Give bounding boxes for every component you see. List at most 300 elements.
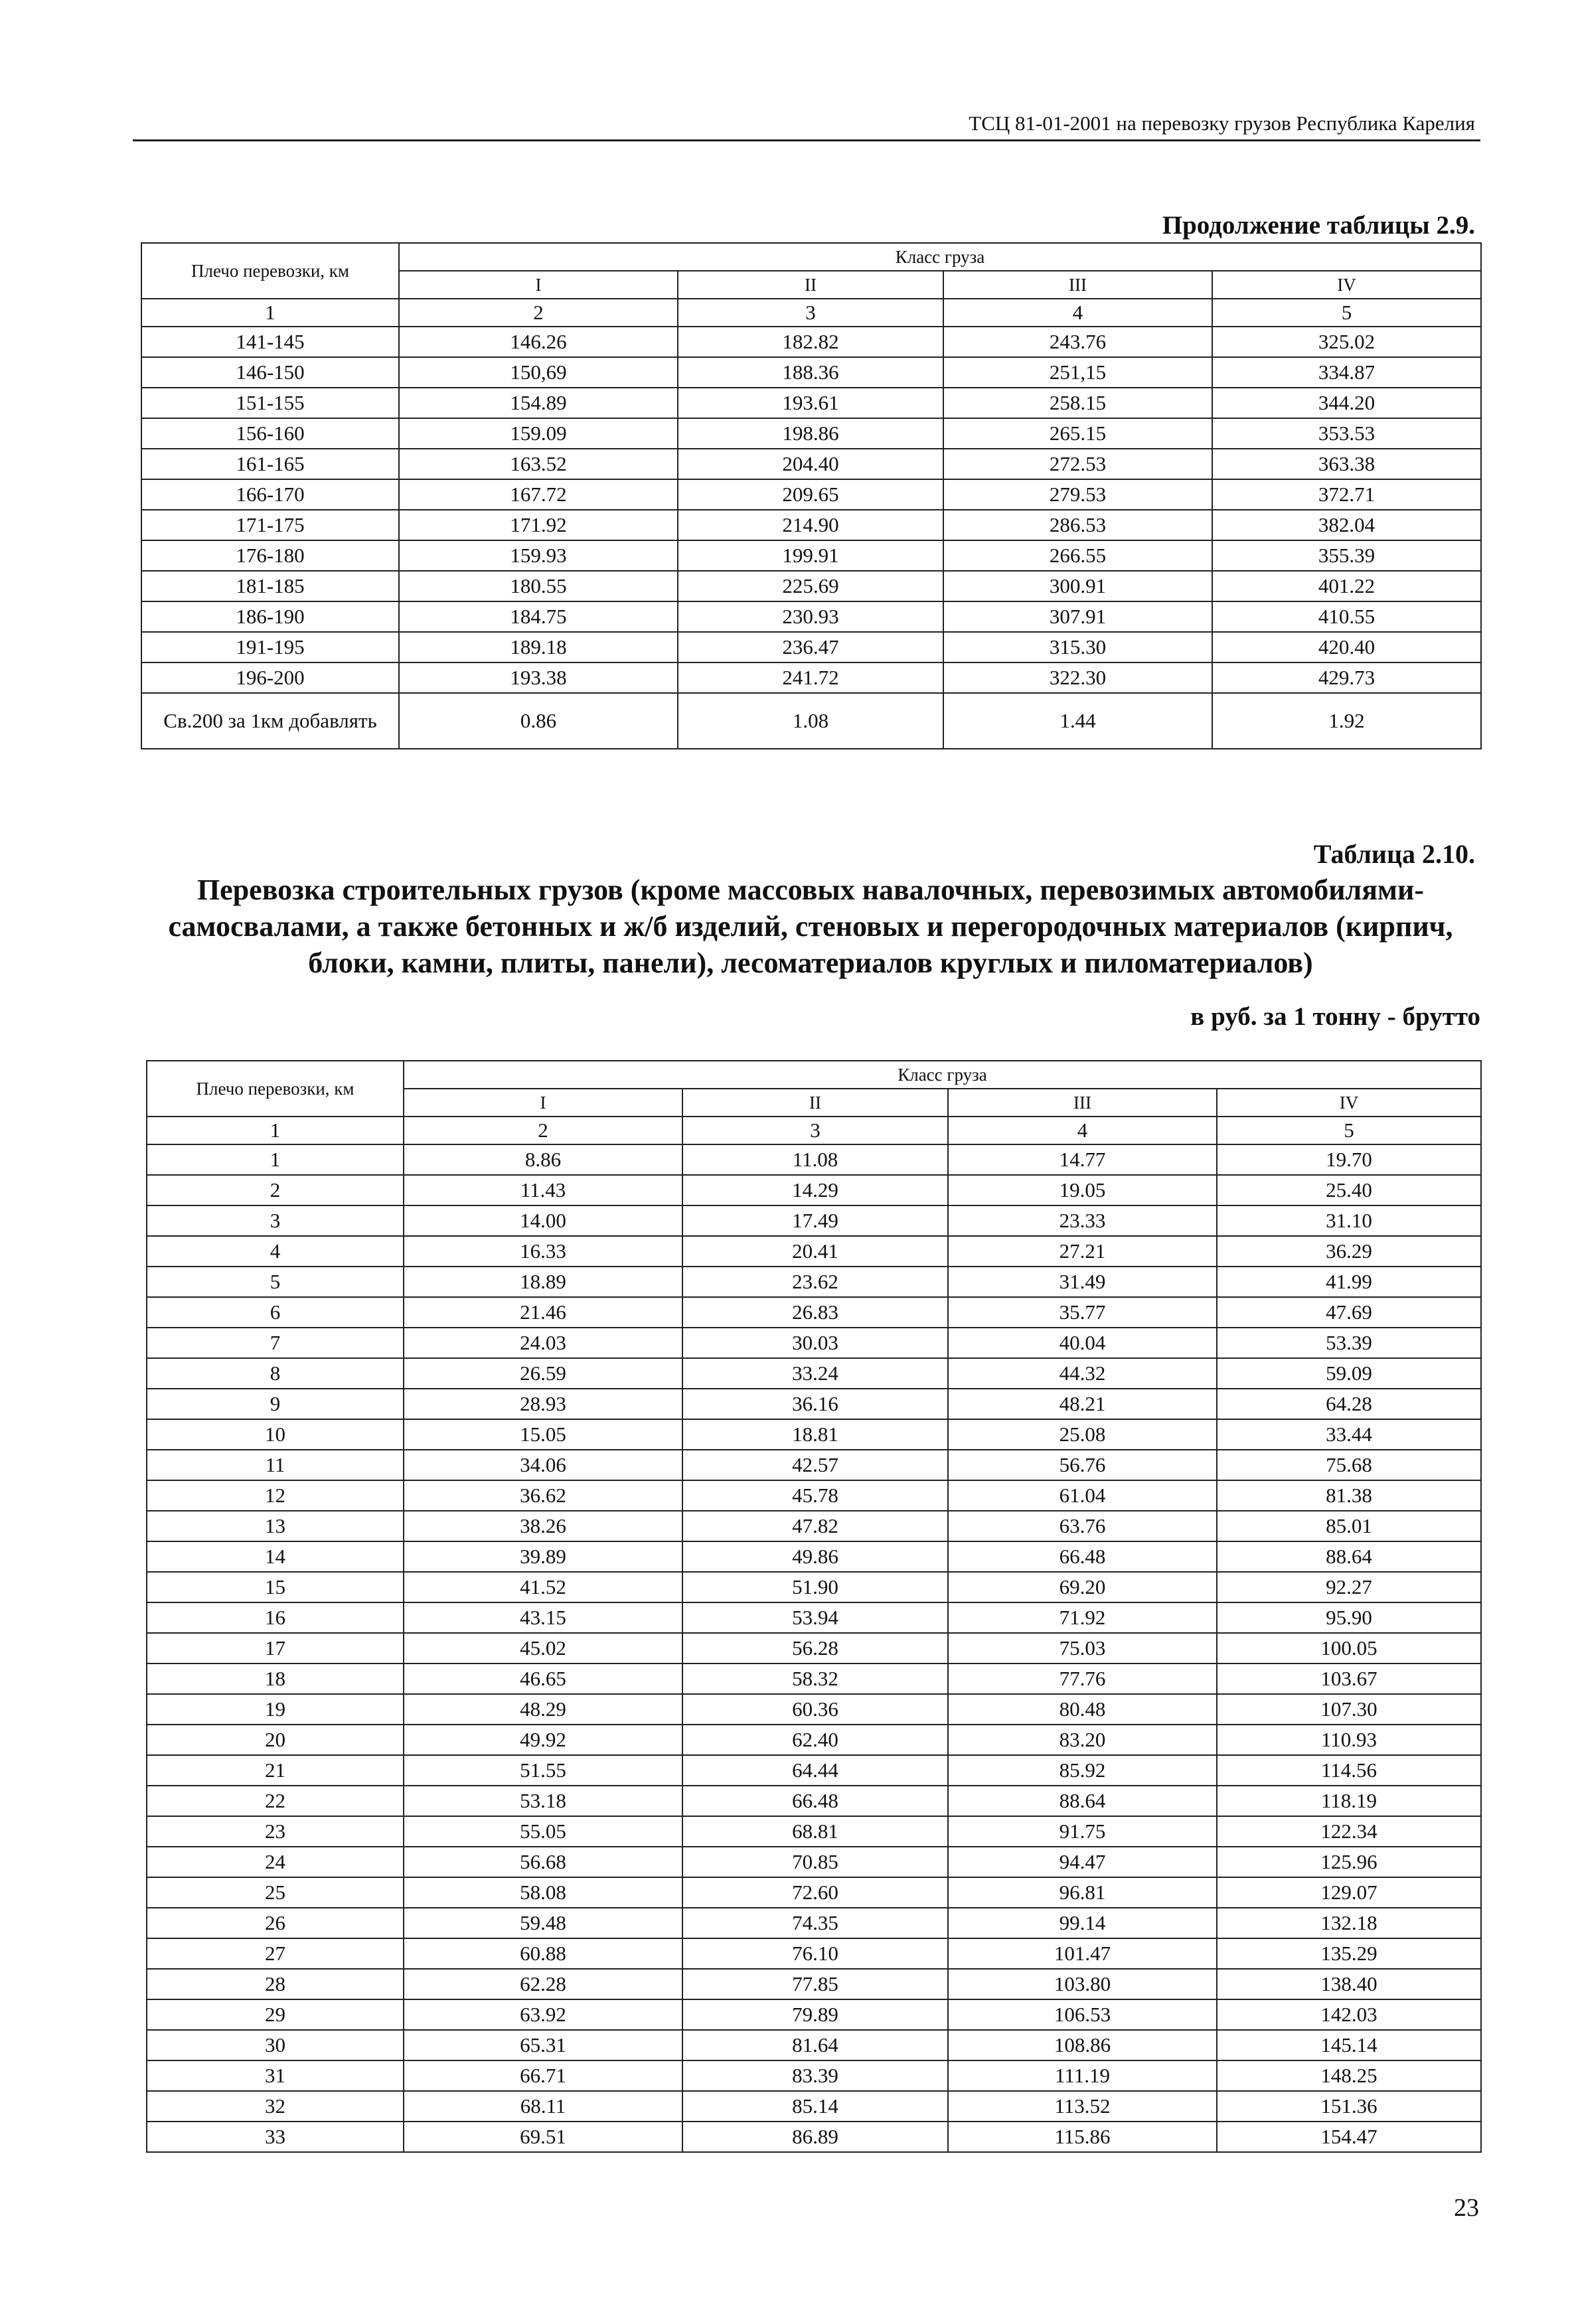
rate-cell: 315.30 xyxy=(943,632,1212,662)
rate-cell: 53.39 xyxy=(1217,1328,1481,1358)
distance-column-header: Плечо перевозки, км xyxy=(147,1061,404,1117)
rate-cell: 198.86 xyxy=(678,418,943,449)
table-row xyxy=(147,1389,1481,1419)
rate-cell: 146.26 xyxy=(399,327,678,357)
rate-cell: 65.31 xyxy=(404,2030,682,2060)
distance-cell: 23 xyxy=(147,1816,404,1847)
distance-cell: 29 xyxy=(147,1999,404,2030)
rate-cell: 103.67 xyxy=(1217,1664,1481,1694)
table-row xyxy=(141,601,1481,632)
distance-cell: 191-195 xyxy=(141,632,399,662)
rate-cell: 31.49 xyxy=(948,1267,1217,1297)
rate-cell: 62.40 xyxy=(682,1725,948,1755)
rate-cell: 382.04 xyxy=(1212,510,1481,540)
rate-cell: 334.87 xyxy=(1212,357,1481,388)
rate-cell: 68.81 xyxy=(682,1816,948,1847)
table-row xyxy=(147,1572,1481,1602)
distance-cell: 156-160 xyxy=(141,418,399,449)
table-row xyxy=(147,1938,1481,1969)
table-row xyxy=(147,2122,1481,2152)
table-row xyxy=(147,1877,1481,1908)
rate-cell: 63.92 xyxy=(404,1999,682,2030)
table-row xyxy=(141,479,1481,510)
table-2-9-continued xyxy=(141,242,1482,749)
rate-cell: 51.90 xyxy=(682,1572,948,1602)
rate-cell: 58.32 xyxy=(682,1664,948,1694)
rate-cell: 199.91 xyxy=(678,540,943,571)
table-row xyxy=(141,418,1481,449)
rate-cell: 230.93 xyxy=(678,601,943,632)
distance-cell: 151-155 xyxy=(141,388,399,418)
column-number: 2 xyxy=(404,1117,682,1144)
table-2-10-units: в руб. за 1 тонну - брутто xyxy=(1190,1002,1480,1031)
rate-cell: 15.05 xyxy=(404,1419,682,1450)
table-row xyxy=(141,540,1481,571)
rate-cell: 35.77 xyxy=(948,1297,1217,1328)
column-number: 1 xyxy=(141,299,399,327)
rate-cell: 96.81 xyxy=(948,1877,1217,1908)
rate-cell: 85.92 xyxy=(948,1755,1217,1786)
column-number: 3 xyxy=(678,299,943,327)
rate-cell: 86.89 xyxy=(682,2122,948,2152)
rate-cell: 36.62 xyxy=(404,1480,682,1511)
rate-cell: 25.40 xyxy=(1217,1175,1481,1205)
rate-cell: 47.82 xyxy=(682,1511,948,1541)
rate-cell: 74.35 xyxy=(682,1908,948,1938)
rate-cell: 53.94 xyxy=(682,1602,948,1633)
rate-cell: 115.86 xyxy=(948,2122,1217,2152)
table-row xyxy=(147,1786,1481,1816)
table-row xyxy=(141,449,1481,479)
distance-cell: 4 xyxy=(147,1236,404,1267)
rate-cell: 1.08 xyxy=(678,693,943,749)
distance-cell: 19 xyxy=(147,1694,404,1725)
rate-cell: 41.99 xyxy=(1217,1267,1481,1297)
rate-cell: 31.10 xyxy=(1217,1205,1481,1236)
column-number: 4 xyxy=(943,299,1212,327)
rate-cell: 118.19 xyxy=(1217,1786,1481,1816)
rate-cell: 167.72 xyxy=(399,479,678,510)
rate-cell: 142.03 xyxy=(1217,1999,1481,2030)
rate-cell: 49.86 xyxy=(682,1541,948,1572)
rate-cell: 258.15 xyxy=(943,388,1212,418)
rate-cell: 60.36 xyxy=(682,1694,948,1725)
table-row xyxy=(141,357,1481,388)
distance-cell: 146-150 xyxy=(141,357,399,388)
rate-cell: 19.05 xyxy=(948,1175,1217,1205)
distance-cell: 25 xyxy=(147,1877,404,1908)
rate-cell: 189.18 xyxy=(399,632,678,662)
rate-cell: 16.33 xyxy=(404,1236,682,1267)
table-row xyxy=(147,1205,1481,1236)
column-number: 5 xyxy=(1212,299,1481,327)
rate-cell: 45.78 xyxy=(682,1480,948,1511)
table-row xyxy=(147,1144,1481,1175)
table-row xyxy=(141,388,1481,418)
page-number: 23 xyxy=(1454,2194,1479,2222)
table-row xyxy=(147,1450,1481,1480)
rate-cell: 154.89 xyxy=(399,388,678,418)
table-row xyxy=(147,1511,1481,1541)
rate-cell: 48.29 xyxy=(404,1694,682,1725)
rate-cell: 401.22 xyxy=(1212,571,1481,601)
rate-cell: 14.00 xyxy=(404,1205,682,1236)
distance-cell: 24 xyxy=(147,1847,404,1877)
header-divider xyxy=(133,139,1480,141)
distance-cell: 1 xyxy=(147,1144,404,1175)
distance-cell: 8 xyxy=(147,1358,404,1389)
rate-cell: 61.04 xyxy=(948,1480,1217,1511)
distance-cell: 21 xyxy=(147,1755,404,1786)
table-row xyxy=(147,2091,1481,2122)
rate-cell: 19.70 xyxy=(1217,1144,1481,1175)
rate-cell: 34.06 xyxy=(404,1450,682,1480)
table-row xyxy=(147,1969,1481,1999)
rate-cell: 46.65 xyxy=(404,1664,682,1694)
distance-cell: 10 xyxy=(147,1419,404,1450)
rate-cell: 113.52 xyxy=(948,2091,1217,2122)
distance-cell: 166-170 xyxy=(141,479,399,510)
table-row xyxy=(141,662,1481,693)
rate-cell: 43.15 xyxy=(404,1602,682,1633)
rate-cell: 23.62 xyxy=(682,1267,948,1297)
rate-cell: 26.83 xyxy=(682,1297,948,1328)
rate-cell: 353.53 xyxy=(1212,418,1481,449)
rate-cell: 188.36 xyxy=(678,357,943,388)
table-row xyxy=(147,1847,1481,1877)
rate-cell: 363.38 xyxy=(1212,449,1481,479)
rate-cell: 286.53 xyxy=(943,510,1212,540)
rate-cell: 88.64 xyxy=(948,1786,1217,1816)
rate-cell: 236.47 xyxy=(678,632,943,662)
distance-cell: 176-180 xyxy=(141,540,399,571)
rate-cell: 266.55 xyxy=(943,540,1212,571)
rate-cell: 59.48 xyxy=(404,1908,682,1938)
rate-cell: 91.75 xyxy=(948,1816,1217,1847)
rate-cell: 68.11 xyxy=(404,2091,682,2122)
rate-cell: 265.15 xyxy=(943,418,1212,449)
rate-cell: 64.28 xyxy=(1217,1389,1481,1419)
rate-cell: 410.55 xyxy=(1212,601,1481,632)
distance-cell: 6 xyxy=(147,1297,404,1328)
rate-cell: 40.04 xyxy=(948,1328,1217,1358)
rate-cell: 325.02 xyxy=(1212,327,1481,357)
class-header-ii: II xyxy=(678,271,943,299)
rate-cell: 163.52 xyxy=(399,449,678,479)
rate-cell: 45.02 xyxy=(404,1633,682,1664)
distance-cell: 2 xyxy=(147,1175,404,1205)
rate-cell: 225.69 xyxy=(678,571,943,601)
rate-cell: 41.52 xyxy=(404,1572,682,1602)
distance-cell: Св.200 за 1км добавлять xyxy=(141,693,399,749)
rate-cell: 83.39 xyxy=(682,2060,948,2091)
table-row xyxy=(147,1908,1481,1938)
rate-cell: 251,15 xyxy=(943,357,1212,388)
table-row xyxy=(147,1602,1481,1633)
column-number: 3 xyxy=(682,1117,948,1144)
rate-cell: 77.85 xyxy=(682,1969,948,1999)
rate-cell: 151.36 xyxy=(1217,2091,1481,2122)
distance-cell: 186-190 xyxy=(141,601,399,632)
table-row xyxy=(141,632,1481,662)
rate-cell: 106.53 xyxy=(948,1999,1217,2030)
rate-cell: 0.86 xyxy=(399,693,678,749)
rate-cell: 66.71 xyxy=(404,2060,682,2091)
distance-cell: 26 xyxy=(147,1908,404,1938)
rate-cell: 14.77 xyxy=(948,1144,1217,1175)
table-row xyxy=(147,1480,1481,1511)
rate-cell: 85.14 xyxy=(682,2091,948,2122)
rate-cell: 99.14 xyxy=(948,1908,1217,1938)
distance-cell: 32 xyxy=(147,2091,404,2122)
table-2-10-title: Перевозка строительных грузов (кроме массовых навалочных, перевозимых автомобилями-самосвалами, а также бетонных и ж/б изделий, стеновых и перегородочных материалов (кирпич, блоки, камни, плиты, панели), лесоматериалов круглых и пиломатериалов) xyxy=(168,874,1453,979)
rate-cell: 71.92 xyxy=(948,1602,1217,1633)
table-continuation-caption: Продолжение таблицы 2.9. xyxy=(1162,211,1475,240)
rate-cell: 55.05 xyxy=(404,1816,682,1847)
distance-cell: 33 xyxy=(147,2122,404,2152)
rate-cell: 180.55 xyxy=(399,571,678,601)
table-row xyxy=(147,1358,1481,1389)
rate-cell: 80.48 xyxy=(948,1694,1217,1725)
rate-cell: 114.56 xyxy=(1217,1755,1481,1786)
table-row xyxy=(147,1267,1481,1297)
rate-cell: 111.19 xyxy=(948,2060,1217,2091)
rate-cell: 56.28 xyxy=(682,1633,948,1664)
rate-cell: 101.47 xyxy=(948,1938,1217,1969)
distance-cell: 196-200 xyxy=(141,662,399,693)
rate-cell: 8.86 xyxy=(404,1144,682,1175)
rate-cell: 14.29 xyxy=(682,1175,948,1205)
rate-cell: 81.38 xyxy=(1217,1480,1481,1511)
rate-cell: 72.60 xyxy=(682,1877,948,1908)
rate-cell: 420.40 xyxy=(1212,632,1481,662)
table-row xyxy=(141,693,1481,749)
column-number: 5 xyxy=(1217,1117,1481,1144)
rate-cell: 110.93 xyxy=(1217,1725,1481,1755)
distance-cell: 14 xyxy=(147,1541,404,1572)
rate-cell: 122.34 xyxy=(1217,1816,1481,1847)
rate-cell: 272.53 xyxy=(943,449,1212,479)
distance-cell: 16 xyxy=(147,1602,404,1633)
rate-cell: 17.49 xyxy=(682,1205,948,1236)
distance-cell: 27 xyxy=(147,1938,404,1969)
rate-cell: 193.38 xyxy=(399,662,678,693)
rate-cell: 148.25 xyxy=(1217,2060,1481,2091)
rate-cell: 372.71 xyxy=(1212,479,1481,510)
rate-cell: 214.90 xyxy=(678,510,943,540)
rate-cell: 132.18 xyxy=(1217,1908,1481,1938)
rate-cell: 36.16 xyxy=(682,1389,948,1419)
table-row xyxy=(147,1694,1481,1725)
class-header-i: I xyxy=(399,271,678,299)
table-row xyxy=(147,1633,1481,1664)
rate-cell: 243.76 xyxy=(943,327,1212,357)
table-row xyxy=(141,571,1481,601)
rate-cell: 88.64 xyxy=(1217,1541,1481,1572)
class-header-iv: IV xyxy=(1212,271,1481,299)
rate-cell: 92.27 xyxy=(1217,1572,1481,1602)
rate-cell: 1.92 xyxy=(1212,693,1481,749)
distance-cell: 11 xyxy=(147,1450,404,1480)
rate-cell: 58.08 xyxy=(404,1877,682,1908)
class-header-i: I xyxy=(404,1089,682,1117)
distance-cell: 30 xyxy=(147,2030,404,2060)
distance-cell: 31 xyxy=(147,2060,404,2091)
rate-cell: 193.61 xyxy=(678,388,943,418)
rate-cell: 204.40 xyxy=(678,449,943,479)
rate-cell: 59.09 xyxy=(1217,1358,1481,1389)
rate-cell: 159.09 xyxy=(399,418,678,449)
table-row xyxy=(147,1175,1481,1205)
rate-cell: 75.03 xyxy=(948,1633,1217,1664)
rate-cell: 1.44 xyxy=(943,693,1212,749)
distance-cell: 20 xyxy=(147,1725,404,1755)
column-number: 2 xyxy=(399,299,678,327)
rate-cell: 21.46 xyxy=(404,1297,682,1328)
rate-cell: 94.47 xyxy=(948,1847,1217,1877)
rate-cell: 307.91 xyxy=(943,601,1212,632)
distance-cell: 7 xyxy=(147,1328,404,1358)
table-row xyxy=(147,1755,1481,1786)
distance-cell: 18 xyxy=(147,1664,404,1694)
rate-cell: 279.53 xyxy=(943,479,1212,510)
cargo-class-header: Класс груза xyxy=(399,243,1481,271)
rate-cell: 100.05 xyxy=(1217,1633,1481,1664)
rate-cell: 39.89 xyxy=(404,1541,682,1572)
rate-cell: 24.03 xyxy=(404,1328,682,1358)
rate-cell: 154.47 xyxy=(1217,2122,1481,2152)
rate-cell: 23.33 xyxy=(948,1205,1217,1236)
rate-cell: 69.20 xyxy=(948,1572,1217,1602)
document-header: ТСЦ 81-01-2001 на перевозку грузов Республика Карелия xyxy=(969,112,1475,135)
rate-cell: 38.26 xyxy=(404,1511,682,1541)
table-row xyxy=(147,1236,1481,1267)
rate-cell: 300.91 xyxy=(943,571,1212,601)
rate-cell: 95.90 xyxy=(1217,1602,1481,1633)
distance-cell: 3 xyxy=(147,1205,404,1236)
rate-cell: 83.20 xyxy=(948,1725,1217,1755)
table-row xyxy=(147,1328,1481,1358)
rate-cell: 129.07 xyxy=(1217,1877,1481,1908)
rate-cell: 18.89 xyxy=(404,1267,682,1297)
distance-cell: 12 xyxy=(147,1480,404,1511)
rate-cell: 184.75 xyxy=(399,601,678,632)
rate-cell: 20.41 xyxy=(682,1236,948,1267)
rate-cell: 27.21 xyxy=(948,1236,1217,1267)
rate-cell: 69.51 xyxy=(404,2122,682,2152)
distance-cell: 28 xyxy=(147,1969,404,1999)
table-row xyxy=(147,1541,1481,1572)
rate-cell: 77.76 xyxy=(948,1664,1217,1694)
rate-cell: 56.68 xyxy=(404,1847,682,1877)
rate-cell: 429.73 xyxy=(1212,662,1481,693)
table-row xyxy=(147,1999,1481,2030)
rate-cell: 138.40 xyxy=(1217,1969,1481,1999)
rate-cell: 322.30 xyxy=(943,662,1212,693)
rate-cell: 171.92 xyxy=(399,510,678,540)
distance-column-header: Плечо перевозки, км xyxy=(141,243,399,299)
rate-cell: 11.43 xyxy=(404,1175,682,1205)
rate-cell: 56.76 xyxy=(948,1450,1217,1480)
rate-cell: 159.93 xyxy=(399,540,678,571)
rate-cell: 107.30 xyxy=(1217,1694,1481,1725)
rate-cell: 51.55 xyxy=(404,1755,682,1786)
rate-cell: 76.10 xyxy=(682,1938,948,1969)
rate-cell: 85.01 xyxy=(1217,1511,1481,1541)
distance-cell: 15 xyxy=(147,1572,404,1602)
rate-cell: 209.65 xyxy=(678,479,943,510)
table-2-10-label: Таблица 2.10. xyxy=(1313,839,1475,869)
distance-cell: 9 xyxy=(147,1389,404,1419)
rate-cell: 44.32 xyxy=(948,1358,1217,1389)
distance-cell: 161-165 xyxy=(141,449,399,479)
table-row xyxy=(141,327,1481,357)
rate-cell: 145.14 xyxy=(1217,2030,1481,2060)
class-header-iii: III xyxy=(948,1089,1217,1117)
column-number: 1 xyxy=(147,1117,404,1144)
rate-cell: 49.92 xyxy=(404,1725,682,1755)
rate-cell: 135.29 xyxy=(1217,1938,1481,1969)
rate-cell: 66.48 xyxy=(948,1541,1217,1572)
distance-cell: 22 xyxy=(147,1786,404,1816)
table-row xyxy=(147,1297,1481,1328)
distance-cell: 171-175 xyxy=(141,510,399,540)
rate-cell: 25.08 xyxy=(948,1419,1217,1450)
rate-cell: 125.96 xyxy=(1217,1847,1481,1877)
distance-cell: 181-185 xyxy=(141,571,399,601)
column-number: 4 xyxy=(948,1117,1217,1144)
rate-cell: 36.29 xyxy=(1217,1236,1481,1267)
cargo-class-header: Класс груза xyxy=(404,1061,1481,1089)
rate-cell: 48.21 xyxy=(948,1389,1217,1419)
table-row xyxy=(147,1816,1481,1847)
rate-cell: 66.48 xyxy=(682,1786,948,1816)
rate-cell: 79.89 xyxy=(682,1999,948,2030)
rate-cell: 11.08 xyxy=(682,1144,948,1175)
rate-cell: 62.28 xyxy=(404,1969,682,1999)
class-header-iii: III xyxy=(943,271,1212,299)
table-row xyxy=(147,1419,1481,1450)
rate-cell: 53.18 xyxy=(404,1786,682,1816)
rate-cell: 60.88 xyxy=(404,1938,682,1969)
rate-cell: 81.64 xyxy=(682,2030,948,2060)
rate-cell: 33.24 xyxy=(682,1358,948,1389)
rate-cell: 63.76 xyxy=(948,1511,1217,1541)
table-row xyxy=(147,2030,1481,2060)
rate-cell: 355.39 xyxy=(1212,540,1481,571)
distance-cell: 5 xyxy=(147,1267,404,1297)
rate-cell: 241.72 xyxy=(678,662,943,693)
table-row xyxy=(147,2060,1481,2091)
distance-cell: 141-145 xyxy=(141,327,399,357)
rate-cell: 30.03 xyxy=(682,1328,948,1358)
table-row xyxy=(147,1725,1481,1755)
rate-cell: 47.69 xyxy=(1217,1297,1481,1328)
rate-cell: 103.80 xyxy=(948,1969,1217,1999)
distance-cell: 13 xyxy=(147,1511,404,1541)
table-row xyxy=(141,510,1481,540)
class-header-iv: IV xyxy=(1217,1089,1481,1117)
rate-cell: 182.82 xyxy=(678,327,943,357)
table-2-10 xyxy=(146,1060,1482,2153)
rate-cell: 344.20 xyxy=(1212,388,1481,418)
class-header-ii: II xyxy=(682,1089,948,1117)
table-row xyxy=(147,1664,1481,1694)
rate-cell: 28.93 xyxy=(404,1389,682,1419)
rate-cell: 75.68 xyxy=(1217,1450,1481,1480)
rate-cell: 26.59 xyxy=(404,1358,682,1389)
distance-cell: 17 xyxy=(147,1633,404,1664)
